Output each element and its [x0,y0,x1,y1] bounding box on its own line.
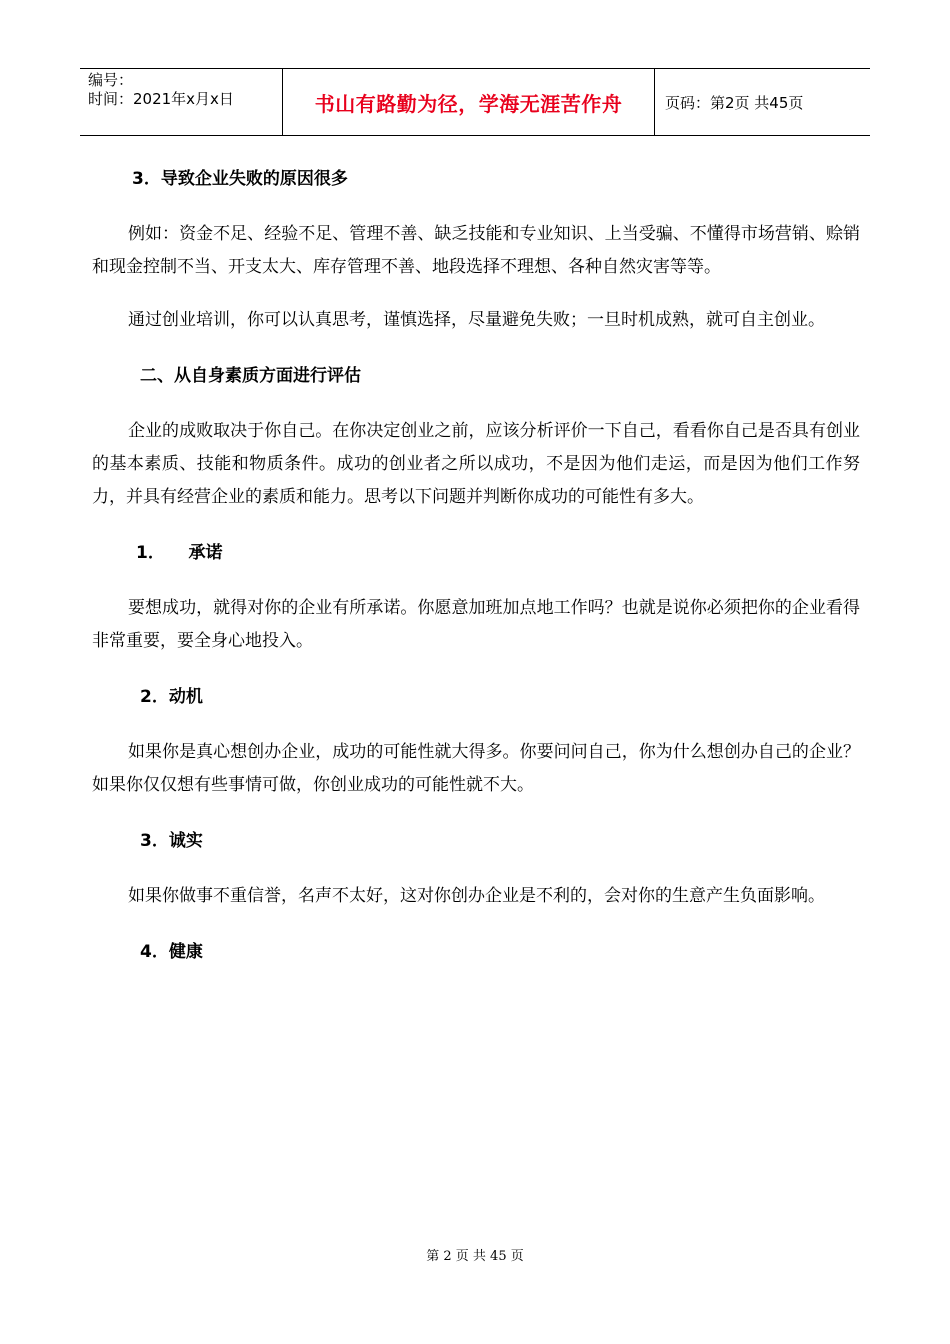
heading-self-assessment: 二、从自身素质方面进行评估 [140,366,361,386]
paragraph-honesty: 如果你做事不重信誉，名声不太好，这对你创办企业是不利的，会对你的生意产生负面影响。 [128,886,825,906]
number-label: 编号： [88,71,134,89]
page-info: 页码：第2页 共45页 [665,93,804,112]
page-footer: 第 2 页 共 45 页 [426,1249,524,1264]
paragraph-success-depends: 企业的成败取决于你自己。在你决定创业之前，应该分析评价一下自己，看看你自己是否具有创业的基本素质、技能和物质条件。成功的创业者之所以成功，不是因为他们走运，而是因为他们工作努力，并具有经营企业的素质和能力。思考以下问题并判断你成功的可能性有多大。 [92,421,860,507]
header-table [80,68,870,136]
heading-commitment: 1． 承诺 [136,543,223,563]
paragraph-examples: 例如：资金不足、经验不足、管理不善、缺乏技能和专业知识、上当受骗、不懂得市场营销、赊销和现金控制不当、开支太大、库存管理不善、地段选择不理想、各种自然灾害等等。 [92,224,860,277]
paragraph-commitment: 要想成功，就得对你的企业有所承诺。你愿意加班加点地工作吗？也就是说你必须把你的企业看得非常重要，要全身心地投入。 [92,598,860,651]
paragraph-training: 通过创业培训，你可以认真思考，谨慎选择，尽量避免失败；一旦时机成熟，就可自主创业。 [128,310,825,330]
heading-failure-reasons: 3．导致企业失败的原因很多 [132,169,348,189]
heading-health: 4．健康 [140,942,203,962]
document-body [92,160,860,971]
paragraph-motivation: 如果你是真心想创办企业，成功的可能性就大得多。你要问问自己，你为什么想创办自己的企业？如果你仅仅想有些事情可做，你创业成功的可能性就不大。 [92,742,860,795]
heading-honesty: 3．诚实 [140,831,203,851]
time-label: 时间：2021年x月x日 [88,90,234,108]
heading-motivation: 2．动机 [140,687,203,707]
header-left-cell [80,69,282,135]
motto: 书山有路勤为径，学海无涯苦作舟 [282,69,655,135]
